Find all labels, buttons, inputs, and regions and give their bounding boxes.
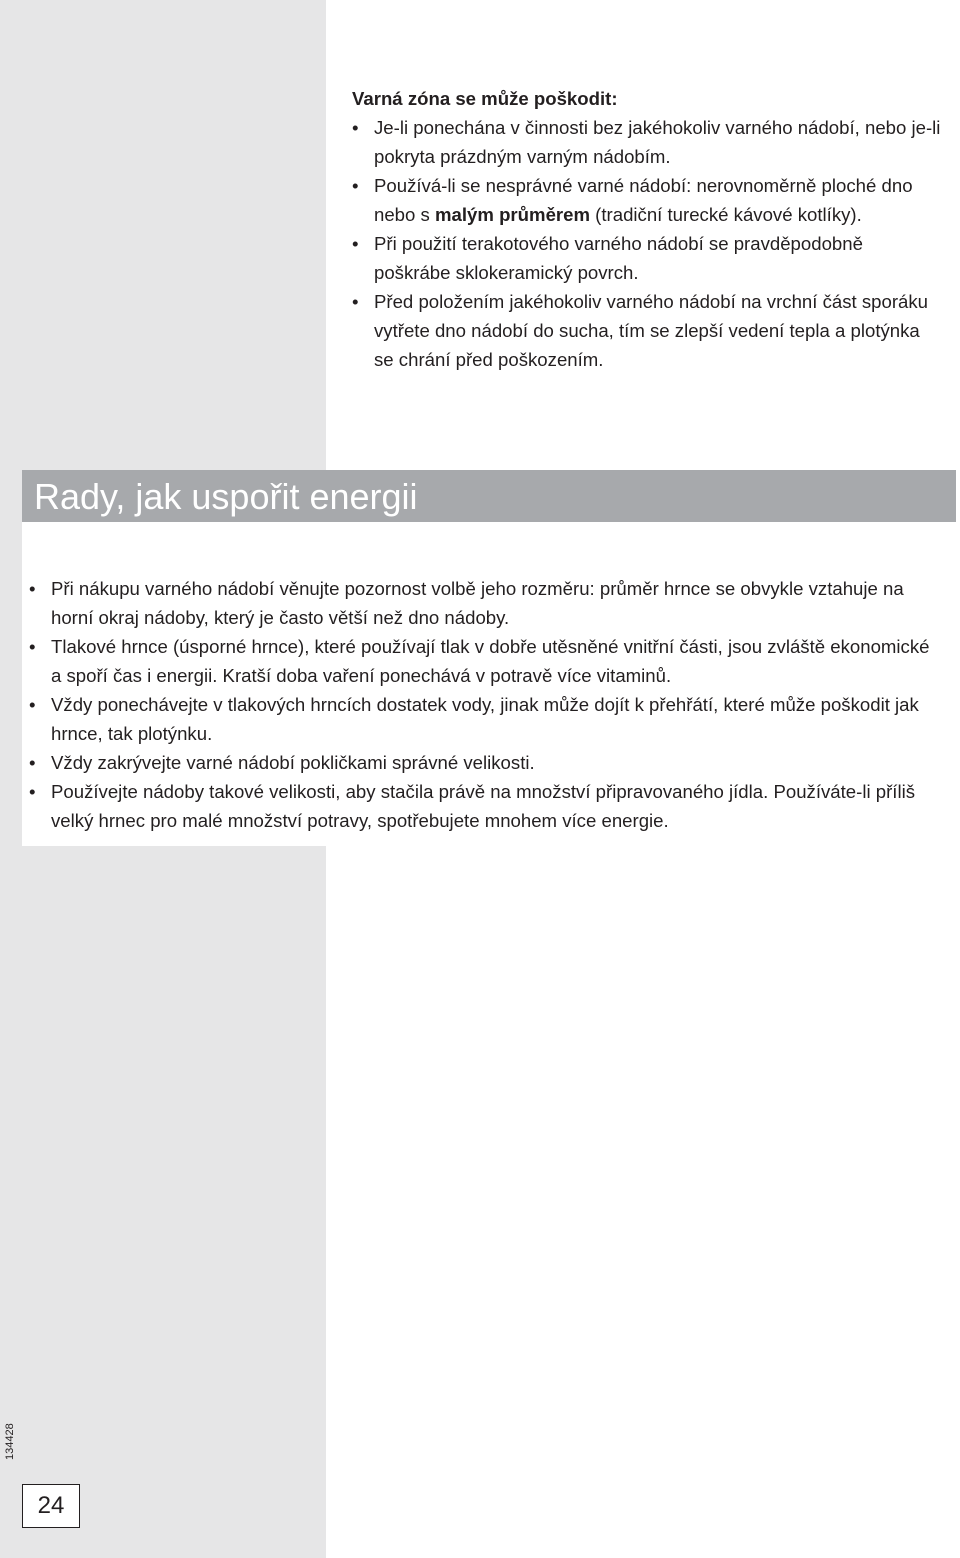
hob-damage-list (352, 113, 942, 374)
list-item: • Při použití terakotového varného nádobí se pravděpodobně poškrábe sklokeramický povrch. (352, 229, 942, 287)
list-item: • Používejte nádoby takové velikosti, aby stačila právě na množství připravovaného jídla. Používáte-li příliš velký hrnec pro malé množství potravy, spotřebujete mnohem více energie. (29, 777, 934, 835)
list-item-emphasis: malým průměrem (435, 204, 591, 225)
list-item: • Vždy ponechávejte v tlakových hrncích dostatek vody, jinak může dojít k přehřátí, které může poškodit jak hrnce, tak plotýnku. (29, 690, 934, 748)
list-item: • Je-li ponechána v činnosti bez jakéhokoliv varného nádobí, nebo je-li pokryta prázdným varným nádobím. (352, 113, 942, 171)
document-code: 134428 (4, 1423, 16, 1461)
list-item: • Vždy zakrývejte varné nádobí pokličkami správné velikosti. (29, 748, 934, 777)
section-header-bar (22, 470, 956, 522)
page-number: 24 (22, 1484, 80, 1528)
section-title: Rady, jak uspořit energii (34, 476, 418, 517)
list-item-text: (tradiční turecké kávové kotlíky). (590, 204, 862, 225)
hob-damage-section (352, 84, 942, 374)
list-item: • Před položením jakéhokoliv varného nádobí na vrchní část sporáku vytřete dno nádobí do sucha, tím se zlepší vedení tepla a plotýnka se chrání před poškozením. (352, 287, 942, 374)
list-item: • Tlakové hrnce (úsporné hrnce), které používají tlak v dobře utěsněné vnitřní části, jsou zvláště ekonomické a spoří čas i energii. Kratší doba vaření ponechává v potravě více vitaminů. (29, 632, 934, 690)
list-item: • Při nákupu varného nádobí věnujte pozornost volbě jeho rozměru: průměr hrnce se obvykle vztahuje na horní okraj nádoby, který je často větší než dno nádoby. (29, 574, 934, 632)
hob-damage-heading: Varná zóna se může poškodit: (352, 88, 618, 109)
list-item-text: Používá-li se nesprávné varné nádobí: nerovnoměrně ploché dno nebo s (374, 175, 913, 225)
list-item (352, 171, 942, 229)
energy-tips-list (29, 574, 934, 835)
